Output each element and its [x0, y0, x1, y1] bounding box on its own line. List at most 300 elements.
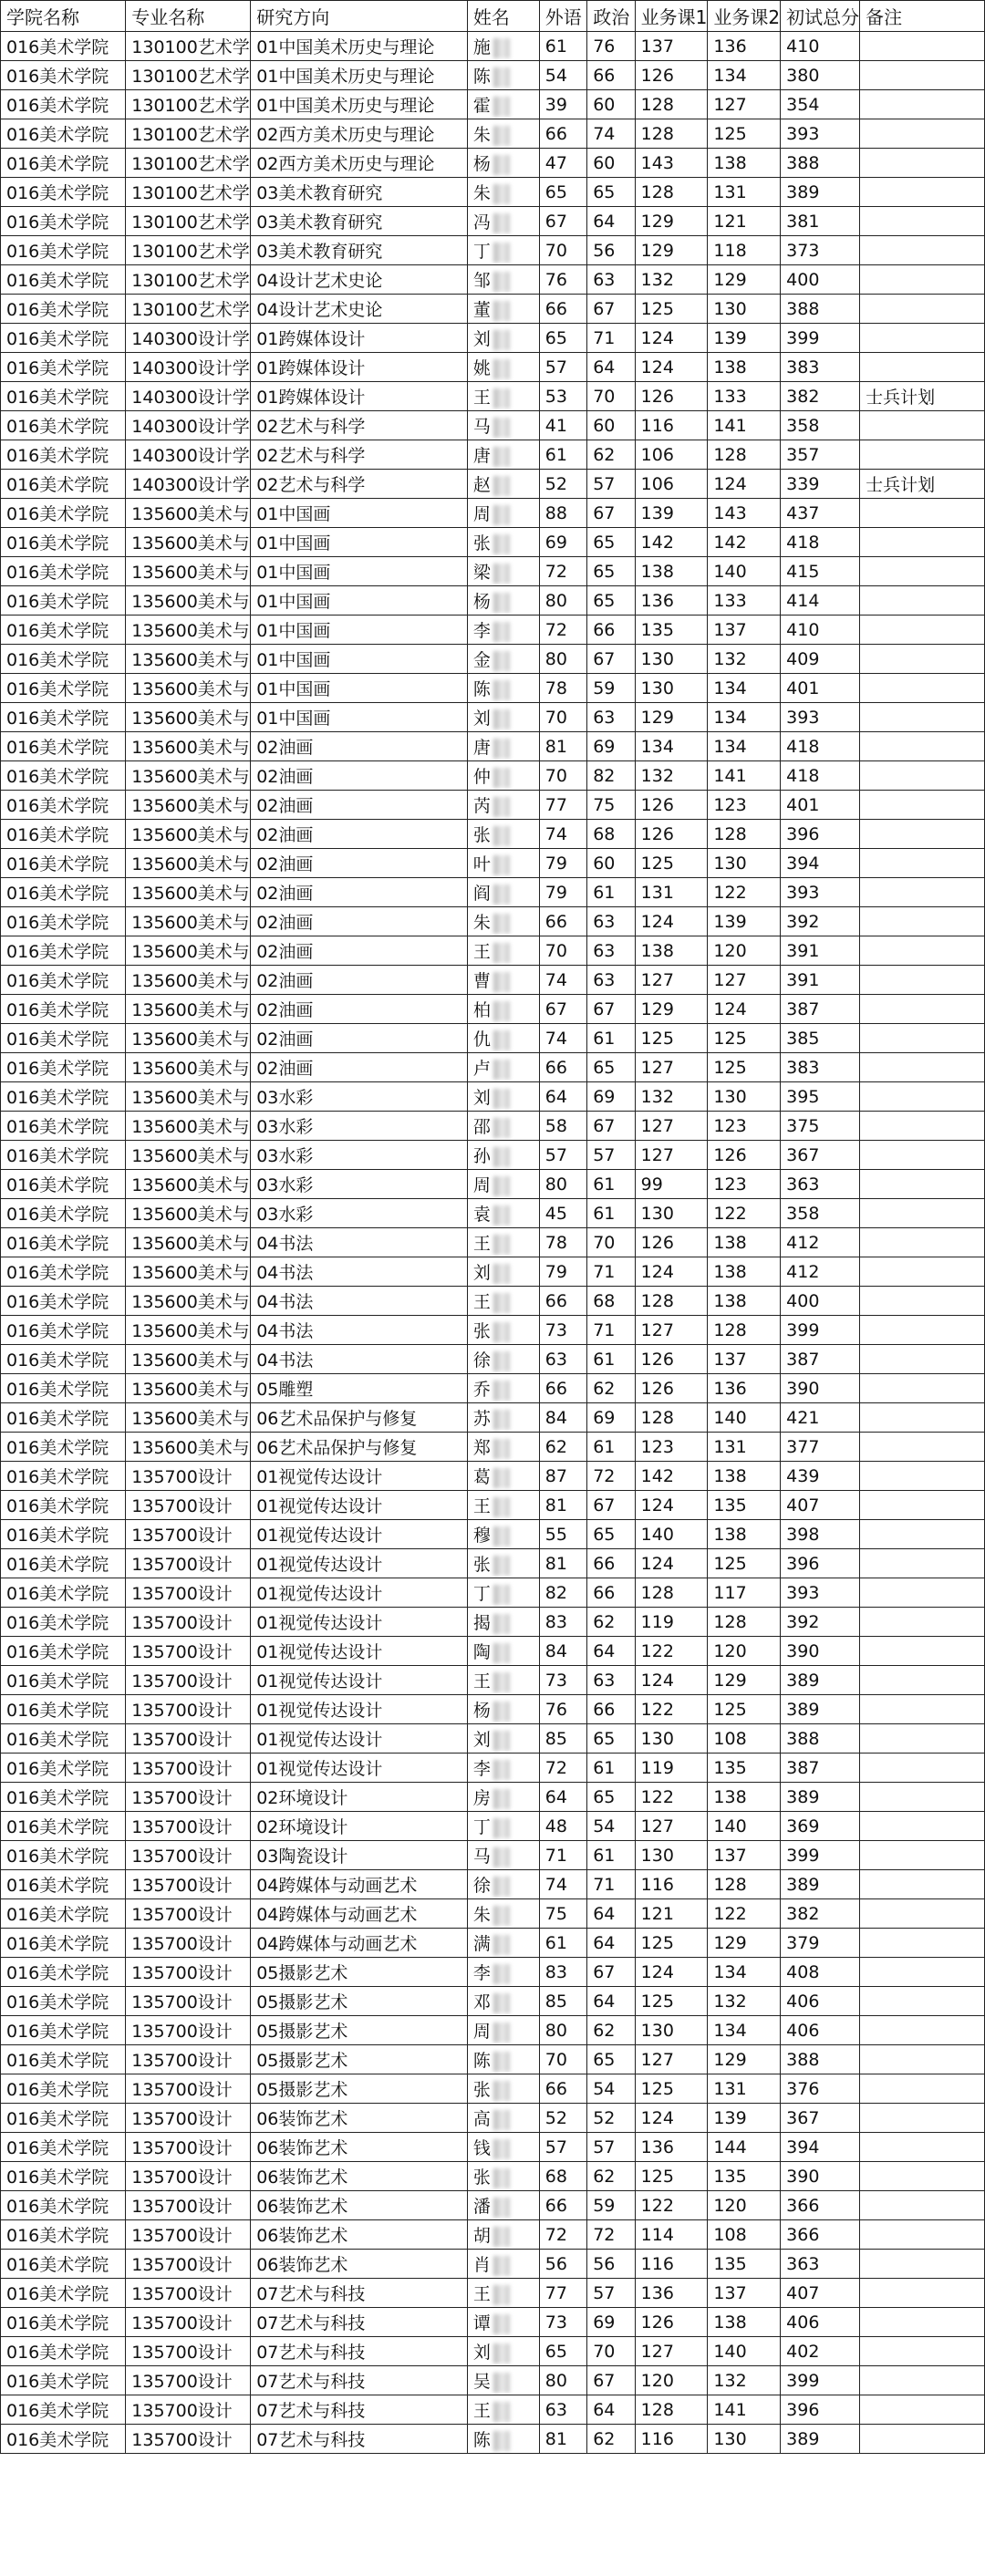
major-cell: 135700设计: [126, 1724, 251, 1754]
politics-cell: 61: [587, 1841, 635, 1870]
direction-cell: 03水彩: [251, 1199, 468, 1228]
politics-cell: 63: [587, 966, 635, 995]
table-row: [1, 1929, 985, 1958]
name-cell: [467, 2250, 539, 2279]
foreign-language-cell: 81: [539, 1549, 586, 1578]
course1-cell: 127: [635, 1316, 708, 1345]
college-cell: 016美术学院: [1, 440, 126, 470]
major-cell: 135600美术与: [126, 1024, 251, 1053]
table-row: [1, 1287, 985, 1316]
notes-cell: [860, 324, 985, 353]
notes-cell: [860, 1783, 985, 1812]
course1-cell: 126: [635, 791, 708, 820]
name-surname: 唐: [472, 738, 491, 758]
col-header-foreign-language: 外语: [539, 1, 586, 32]
politics-cell: 64: [587, 207, 635, 236]
name-redaction-blur: [493, 330, 510, 350]
name-redaction-blur: [493, 1497, 510, 1517]
politics-cell: 66: [587, 1578, 635, 1608]
college-cell: 016美术学院: [1, 1695, 126, 1724]
direction-cell: 07艺术与科技: [251, 2279, 468, 2308]
total-score-cell: 396: [781, 1549, 860, 1578]
course2-cell: 120: [708, 1637, 781, 1666]
foreign-language-cell: 68: [539, 2162, 586, 2191]
notes-cell: [860, 1199, 985, 1228]
direction-cell: 01中国画: [251, 674, 468, 703]
major-cell: 135600美术与: [126, 761, 251, 791]
politics-cell: 62: [587, 2162, 635, 2191]
total-score-cell: 406: [781, 1987, 860, 2016]
name-redaction-blur: [493, 1585, 510, 1605]
name-redaction-blur: [493, 1702, 510, 1722]
foreign-language-cell: 81: [539, 2425, 586, 2454]
course2-cell: 118: [708, 236, 781, 265]
name-surname: 乔: [472, 1380, 491, 1400]
foreign-language-cell: 64: [539, 1082, 586, 1112]
table-row: [1, 995, 985, 1024]
name-surname: 曹: [472, 971, 491, 991]
notes-cell: [860, 61, 985, 90]
college-cell: 016美术学院: [1, 2191, 126, 2220]
course1-cell: 124: [635, 1666, 708, 1695]
direction-cell: 01中国画: [251, 586, 468, 616]
name-surname: 葛: [472, 1467, 491, 1487]
table-row: [1, 1841, 985, 1870]
direction-cell: 02西方美术历史与理论: [251, 119, 468, 149]
major-cell: 135600美术与: [126, 791, 251, 820]
total-score-cell: 376: [781, 2074, 860, 2104]
course2-cell: 138: [708, 1257, 781, 1287]
direction-cell: 06装饰艺术: [251, 2250, 468, 2279]
direction-cell: 03水彩: [251, 1082, 468, 1112]
course2-cell: 125: [708, 1053, 781, 1082]
name-surname: 李: [472, 621, 491, 641]
name-cell: [467, 878, 539, 907]
politics-cell: 75: [587, 791, 635, 820]
politics-cell: 65: [587, 528, 635, 557]
direction-cell: 04跨媒体与动画艺术: [251, 1870, 468, 1899]
major-cell: 135700设计: [126, 2045, 251, 2074]
course1-cell: 129: [635, 703, 708, 732]
course1-cell: 128: [635, 119, 708, 149]
notes-cell: [860, 557, 985, 586]
table-row: [1, 61, 985, 90]
notes-cell: [860, 265, 985, 295]
name-redaction-blur: [493, 564, 510, 584]
politics-cell: 71: [587, 1316, 635, 1345]
direction-cell: 06装饰艺术: [251, 2162, 468, 2191]
course1-cell: 128: [635, 90, 708, 119]
college-cell: 016美术学院: [1, 878, 126, 907]
name-redaction-blur: [493, 1818, 510, 1838]
politics-cell: 65: [587, 586, 635, 616]
politics-cell: 67: [587, 499, 635, 528]
major-cell: 130100艺术学: [126, 265, 251, 295]
total-score-cell: 410: [781, 32, 860, 61]
name-redaction-blur: [493, 505, 510, 525]
college-cell: 016美术学院: [1, 1403, 126, 1433]
course1-cell: 132: [635, 265, 708, 295]
course1-cell: 134: [635, 732, 708, 761]
foreign-language-cell: 80: [539, 2016, 586, 2045]
table-row: [1, 674, 985, 703]
notes-cell: [860, 411, 985, 440]
major-cell: 135700设计: [126, 1549, 251, 1578]
notes-cell: [860, 1870, 985, 1899]
name-cell: [467, 1112, 539, 1141]
name-cell: [467, 1257, 539, 1287]
total-score-cell: 400: [781, 265, 860, 295]
table-row: [1, 499, 985, 528]
course1-cell: 125: [635, 1987, 708, 2016]
name-surname: 阎: [472, 884, 491, 904]
major-cell: 135700设计: [126, 2162, 251, 2191]
total-score-cell: 379: [781, 1929, 860, 1958]
name-surname: 陈: [472, 679, 491, 699]
direction-cell: 03水彩: [251, 1141, 468, 1170]
name-cell: [467, 1520, 539, 1549]
name-redaction-blur: [493, 1030, 510, 1050]
politics-cell: 60: [587, 149, 635, 178]
course2-cell: 117: [708, 1578, 781, 1608]
notes-cell: [860, 2279, 985, 2308]
foreign-language-cell: 41: [539, 411, 586, 440]
table-row: [1, 2074, 985, 2104]
table-row: [1, 295, 985, 324]
total-score-cell: 363: [781, 1170, 860, 1199]
course1-cell: 121: [635, 1899, 708, 1929]
table-row: [1, 1520, 985, 1549]
politics-cell: 62: [587, 2425, 635, 2454]
college-cell: 016美术学院: [1, 966, 126, 995]
name-cell: [467, 2395, 539, 2425]
name-cell: [467, 1462, 539, 1491]
notes-cell: [860, 440, 985, 470]
course2-cell: 131: [708, 178, 781, 207]
course2-cell: 141: [708, 2395, 781, 2425]
name-redaction-blur: [493, 534, 510, 554]
name-cell: [467, 2162, 539, 2191]
name-redaction-blur: [493, 943, 510, 963]
table-row: [1, 820, 985, 849]
notes-cell: [860, 1841, 985, 1870]
politics-cell: 63: [587, 703, 635, 732]
name-cell: [467, 295, 539, 324]
course1-cell: 128: [635, 2395, 708, 2425]
table-row: [1, 2220, 985, 2250]
name-cell: [467, 207, 539, 236]
name-surname: 王: [472, 1234, 491, 1254]
major-cell: 135700设计: [126, 2074, 251, 2104]
course2-cell: 133: [708, 586, 781, 616]
course1-cell: 130: [635, 1724, 708, 1754]
foreign-language-cell: 48: [539, 1812, 586, 1841]
college-cell: 016美术学院: [1, 1170, 126, 1199]
name-cell: [467, 265, 539, 295]
politics-cell: 59: [587, 674, 635, 703]
total-score-cell: 366: [781, 2220, 860, 2250]
col-header-course1: 业务课1: [635, 1, 708, 32]
table-row: [1, 878, 985, 907]
table-row: [1, 382, 985, 411]
name-redaction-blur: [493, 213, 510, 233]
foreign-language-cell: 76: [539, 1695, 586, 1724]
course2-cell: 122: [708, 1199, 781, 1228]
name-redaction-blur: [493, 1906, 510, 1926]
name-cell: [467, 966, 539, 995]
name-cell: [467, 2104, 539, 2133]
course2-cell: 136: [708, 32, 781, 61]
college-cell: 016美术学院: [1, 236, 126, 265]
direction-cell: 02艺术与科学: [251, 440, 468, 470]
course2-cell: 123: [708, 1170, 781, 1199]
table-row: [1, 178, 985, 207]
total-score-cell: 399: [781, 324, 860, 353]
major-cell: 135700设计: [126, 1899, 251, 1929]
major-cell: 135700设计: [126, 1870, 251, 1899]
college-cell: 016美术学院: [1, 703, 126, 732]
name-surname: 徐: [472, 1876, 491, 1896]
politics-cell: 62: [587, 2016, 635, 2045]
table-row: [1, 1724, 985, 1754]
name-redaction-blur: [493, 243, 510, 263]
course1-cell: 127: [635, 2337, 708, 2366]
total-score-cell: 382: [781, 382, 860, 411]
politics-cell: 61: [587, 1024, 635, 1053]
course1-cell: 127: [635, 1812, 708, 1841]
name-cell: [467, 382, 539, 411]
college-cell: 016美术学院: [1, 1141, 126, 1170]
politics-cell: 67: [587, 995, 635, 1024]
politics-cell: 69: [587, 2308, 635, 2337]
table-row: [1, 1578, 985, 1608]
name-cell: [467, 1199, 539, 1228]
course2-cell: 130: [708, 295, 781, 324]
foreign-language-cell: 54: [539, 61, 586, 90]
college-cell: 016美术学院: [1, 1112, 126, 1141]
name-cell: [467, 1666, 539, 1695]
course2-cell: 126: [708, 1141, 781, 1170]
college-cell: 016美术学院: [1, 1520, 126, 1549]
total-score-cell: 339: [781, 470, 860, 499]
direction-cell: 01视觉传达设计: [251, 1666, 468, 1695]
table-row: [1, 966, 985, 995]
table-row: [1, 2395, 985, 2425]
col-header-total: 初试总分: [781, 1, 860, 32]
college-cell: 016美术学院: [1, 1899, 126, 1929]
name-surname: 张: [472, 1321, 491, 1341]
notes-cell: [860, 1345, 985, 1374]
foreign-language-cell: 52: [539, 470, 586, 499]
notes-cell: [860, 353, 985, 382]
table-row: [1, 1345, 985, 1374]
direction-cell: 01跨媒体设计: [251, 382, 468, 411]
major-cell: 135700设计: [126, 2279, 251, 2308]
course2-cell: 140: [708, 2337, 781, 2366]
total-score-cell: 390: [781, 2162, 860, 2191]
name-surname: 梁: [472, 563, 491, 583]
name-surname: 邹: [472, 271, 491, 291]
foreign-language-cell: 56: [539, 2250, 586, 2279]
name-surname: 刘: [472, 1730, 491, 1750]
college-cell: 016美术学院: [1, 1841, 126, 1870]
major-cell: 135600美术与: [126, 1082, 251, 1112]
table-row: [1, 119, 985, 149]
foreign-language-cell: 71: [539, 1841, 586, 1870]
name-cell: [467, 1024, 539, 1053]
name-cell: [467, 1899, 539, 1929]
table-row: [1, 1082, 985, 1112]
direction-cell: 02环境设计: [251, 1783, 468, 1812]
direction-cell: 05摄影艺术: [251, 2074, 468, 2104]
name-surname: 周: [472, 504, 491, 524]
name-surname: 谭: [472, 2313, 491, 2333]
direction-cell: 02环境设计: [251, 1812, 468, 1841]
name-redaction-blur: [493, 1410, 510, 1430]
course2-cell: 138: [708, 1462, 781, 1491]
college-cell: 016美术学院: [1, 2425, 126, 2454]
notes-cell: [860, 995, 985, 1024]
college-cell: 016美术学院: [1, 1637, 126, 1666]
name-cell: [467, 1637, 539, 1666]
notes-cell: 士兵计划: [860, 382, 985, 411]
direction-cell: 01视觉传达设计: [251, 1578, 468, 1608]
politics-cell: 69: [587, 1082, 635, 1112]
major-cell: 135600美术与: [126, 966, 251, 995]
course2-cell: 143: [708, 499, 781, 528]
college-cell: 016美术学院: [1, 178, 126, 207]
politics-cell: 61: [587, 1170, 635, 1199]
politics-cell: 64: [587, 1899, 635, 1929]
foreign-language-cell: 70: [539, 761, 586, 791]
college-cell: 016美术学院: [1, 499, 126, 528]
college-cell: 016美术学院: [1, 90, 126, 119]
table-row: [1, 1403, 985, 1433]
college-cell: 016美术学院: [1, 2337, 126, 2366]
college-cell: 016美术学院: [1, 1608, 126, 1637]
name-redaction-blur: [493, 651, 510, 671]
name-surname: 丁: [472, 1584, 491, 1604]
name-redaction-blur: [493, 2402, 510, 2422]
politics-cell: 63: [587, 907, 635, 936]
course2-cell: 134: [708, 1958, 781, 1987]
table-row: [1, 1549, 985, 1578]
major-cell: 130100艺术学: [126, 32, 251, 61]
course2-cell: 135: [708, 1754, 781, 1783]
course1-cell: 127: [635, 1141, 708, 1170]
total-score-cell: 392: [781, 1608, 860, 1637]
college-cell: 016美术学院: [1, 1724, 126, 1754]
college-cell: 016美术学院: [1, 995, 126, 1024]
table-row: [1, 324, 985, 353]
total-score-cell: 409: [781, 645, 860, 674]
table-row: [1, 1199, 985, 1228]
notes-cell: [860, 1053, 985, 1082]
name-cell: [467, 1754, 539, 1783]
table-row: [1, 616, 985, 645]
course2-cell: 125: [708, 119, 781, 149]
name-redaction-blur: [493, 680, 510, 700]
name-cell: [467, 1316, 539, 1345]
total-score-cell: 389: [781, 1695, 860, 1724]
course2-cell: 131: [708, 2074, 781, 2104]
direction-cell: 02油画: [251, 732, 468, 761]
notes-cell: [860, 1433, 985, 1462]
politics-cell: 57: [587, 2133, 635, 2162]
name-surname: 仇: [472, 1029, 491, 1050]
course1-cell: 142: [635, 1462, 708, 1491]
course2-cell: 134: [708, 61, 781, 90]
course1-cell: 126: [635, 61, 708, 90]
notes-cell: [860, 1637, 985, 1666]
table-row: [1, 149, 985, 178]
name-redaction-blur: [493, 2081, 510, 2101]
course1-cell: 130: [635, 1199, 708, 1228]
name-cell: [467, 324, 539, 353]
total-score-cell: 380: [781, 61, 860, 90]
notes-cell: [860, 528, 985, 557]
table-row: [1, 586, 985, 616]
name-redaction-blur: [493, 1060, 510, 1080]
name-cell: [467, 907, 539, 936]
major-cell: 135700设计: [126, 1462, 251, 1491]
notes-cell: [860, 616, 985, 645]
name-surname: 胡: [472, 2226, 491, 2246]
major-cell: 135700设计: [126, 2308, 251, 2337]
total-score-cell: 357: [781, 440, 860, 470]
college-cell: 016美术学院: [1, 645, 126, 674]
total-score-cell: 393: [781, 1578, 860, 1608]
name-surname: 朱: [472, 125, 491, 145]
direction-cell: 04书法: [251, 1345, 468, 1374]
major-cell: 135700设计: [126, 2133, 251, 2162]
foreign-language-cell: 81: [539, 1491, 586, 1520]
notes-cell: [860, 1608, 985, 1637]
course1-cell: 116: [635, 411, 708, 440]
total-score-cell: 421: [781, 1403, 860, 1433]
name-cell: [467, 616, 539, 645]
course2-cell: 128: [708, 1316, 781, 1345]
table-row: [1, 1783, 985, 1812]
college-cell: 016美术学院: [1, 1783, 126, 1812]
name-surname: 仲: [472, 767, 491, 787]
course2-cell: 128: [708, 1870, 781, 1899]
name-surname: 卢: [472, 1059, 491, 1079]
name-redaction-blur: [493, 622, 510, 642]
course1-cell: 122: [635, 1783, 708, 1812]
notes-cell: [860, 1958, 985, 1987]
course2-cell: 124: [708, 995, 781, 1024]
total-score-cell: 401: [781, 674, 860, 703]
notes-cell: [860, 1141, 985, 1170]
course2-cell: 138: [708, 1520, 781, 1549]
notes-cell: [860, 586, 985, 616]
total-score-cell: 382: [781, 1899, 860, 1929]
name-redaction-blur: [493, 272, 510, 292]
name-surname: 王: [472, 388, 491, 408]
course2-cell: 132: [708, 1987, 781, 2016]
politics-cell: 63: [587, 936, 635, 966]
course1-cell: 127: [635, 2045, 708, 2074]
course1-cell: 125: [635, 849, 708, 878]
name-redaction-blur: [493, 1526, 510, 1547]
course2-cell: 139: [708, 2104, 781, 2133]
foreign-language-cell: 78: [539, 674, 586, 703]
total-score-cell: 367: [781, 1141, 860, 1170]
name-redaction-blur: [493, 1205, 510, 1226]
politics-cell: 66: [587, 616, 635, 645]
major-cell: 135700设计: [126, 2220, 251, 2250]
